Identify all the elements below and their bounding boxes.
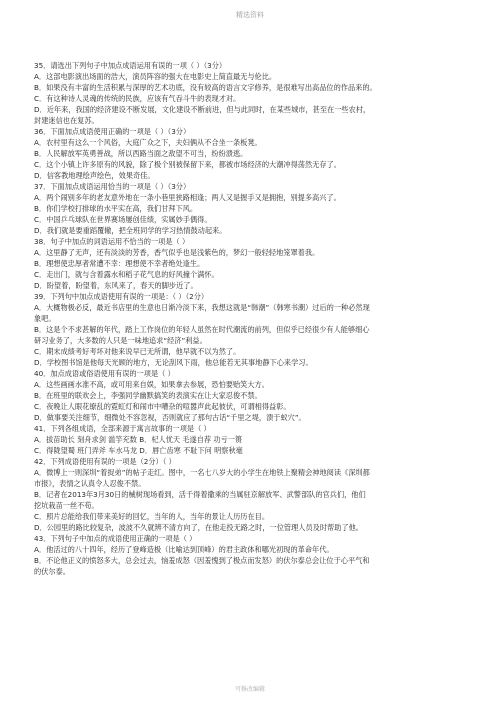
option-line: D．盼望着，盼望着，东风来了，春天的脚步近了。: [34, 281, 198, 290]
option-line-continued: 象吧。: [34, 314, 56, 323]
page-footer: 可修改编辑: [234, 686, 265, 693]
option-line: C．照片总能给我们带来美好的回忆，当年的人，当年的景让人历历在目。: [34, 512, 270, 521]
option-line: B．在班里的联欢会上，李强同学幽默搞笑的表演实在让大家忍俊不禁。: [34, 391, 262, 400]
question-line: 39．下列句中加点成语使用有误的一项是：（ ）（2分）: [34, 292, 209, 301]
option-line: C．中国乒乓球队在世界赛场屡创佳绩，实属妙手偶得。: [34, 215, 212, 224]
option-line: D．信客教地理绘声绘色，效果奇佳。: [34, 171, 155, 180]
option-line: B．这是个不求甚解的年代，踏上工作岗位的年轻人虽然在时代潮流的前列，但似乎已经很少有人能够细心: [34, 325, 370, 334]
option-line: A．他活过的八十四年，经历了登峰造极（比喻达到顶峰）的君主政体和哪光初现的革命年代。: [34, 545, 334, 554]
option-line: A．农村里有这么一个风俗，大庭广众之下，夫妇俩从不合坐一条板凳。: [34, 138, 262, 147]
page-header: 精选资料: [236, 11, 264, 19]
option-line: A．拔苗助长 刻舟求剑 滥竽充数 B．杞人忧天 毛遂自荐 功亏一篑: [34, 435, 243, 444]
option-line: A．这些画画水准不高，或可用来自娱，如果拿去参展，恐怕要贻笑大方。: [34, 380, 269, 389]
option-line: C．这个小镇上许多原有的风貌，除了极个别被保留下来，都被市场经济的大潮冲得荡然无存了。: [34, 160, 341, 169]
option-line: B．如果没有丰富的生活积累与深厚的艺术功底，没有较高的语言文字修养，是很难写出高品位的作品来的。: [34, 83, 377, 92]
option-line: C．走出门，就与含着露水和稻子花气息的好风撞个满怀。: [34, 270, 219, 279]
option-line: D．近年来，我国的经济建设不断发展，文化建设不断前进，但与此同时，在某些城市，甚至在一些农村，: [34, 105, 371, 114]
option-line-continued: 挖坑栽苗一丝不苟。: [34, 501, 99, 510]
option-line: D．做事要关注细节，细微处不容忽视，否则就应了那句古话“千里之堤，溃于蚁穴”。: [34, 413, 306, 422]
option-line: C．期末成绩考好考坏对他来说早已无所谓，他早就不以为然了。: [34, 347, 241, 356]
option-line: C．有这种诗人灵魂的传统的民族，应该有气吞斗牛的表现才对。: [34, 94, 241, 103]
option-line: B．不论他正义的愤怒多大，总会过去，恼羞成怒（因羞愧到了极点而发怒）的伏尔泰总会让位于心平气和: [34, 556, 370, 565]
option-line-continued: 的伏尔泰。: [34, 567, 70, 576]
option-line: D．学校图书馆是他每天光顾的地方，无论刮风下雨，他总能若无其事地静下心来学习。: [34, 358, 313, 367]
option-line: B．人民解放军英勇善战，所以西路当面之敌望不可当，纷纷溃逃。: [34, 149, 248, 158]
option-line: B．你们学校打排球的水平实在高，我们甘拜下风。: [34, 204, 198, 213]
document-body: [34, 60, 474, 577]
option-line: B．理想使忠厚者常遭不幸：理想使不幸者绝处逢生。: [34, 259, 205, 268]
option-line: D．公园里的路比较复杂，波波不久就辨不清方向了，在他走投无路之时，一位管理人员及时帮助了他。: [34, 523, 363, 532]
question-line: 42．下列成语使用有误的一项是（2分）（ ）: [34, 457, 176, 466]
option-line-continued: 研习业务了，大多数的人只是一味地追求“经济”利益。: [34, 336, 207, 345]
question-line: 38．句子中加点的词语运用不恰当的一项是（ ）: [34, 237, 190, 246]
option-line: C．夜晚让人眼花缭乱的霓虹灯和闹市中嘈杂的喧嚣声此起彼伏，可谓相得益彰。: [34, 402, 291, 411]
option-line: C．得陇望蜀 班门弄斧 车水马龙 D．唇亡齿寒 不耻下问 明察秋毫: [34, 446, 243, 455]
option-line: A．大概物极必反，最近书店里的生意也日渐冷淡下来，我想这就是“韩潮”（韩寒书潮）过后的一种必然现: [34, 303, 370, 312]
question-line: 35．请选出下列句子中加点成语运用有误的一项（ ）（3分）: [34, 61, 227, 70]
question-line: 36．下面加点成语使用正确的一项是（ ）（3分）: [34, 127, 191, 136]
question-line: 41．下列各组成语，全部来源于寓言故事的一项是（ ）: [34, 424, 211, 433]
question-line: 40．加点成语或俗语使用有误的一项是（ ）: [34, 369, 175, 378]
option-line: A．这里静了无声，还有淡淡的芳香，香气似乎也是浅紫色的，梦幻一般轻轻地笼罩着我。: [34, 248, 320, 257]
option-line-continued: 市报》，表情之认真令人忍俊不禁。: [34, 479, 146, 488]
question-line: 37．下面加点成语运用恰当的一项是（ ）（3分）: [34, 182, 191, 191]
option-line: D．我们就是要重蹈覆辙，把全班同学的学习热情鼓动起来。: [34, 226, 227, 235]
option-line: A．微博上一则深圳“着捉弟”的帖子走红。图中，一名七八岁大的小学生在地铁上聚精会神地阅读《深圳都: [34, 468, 370, 477]
option-line-continued: 封建迷信也在复苏。: [34, 116, 99, 125]
option-line: B．记者在2013年3月30日的械树现场看到，活千得着撒乘的当属驻京解放军、武警部队的官兵们，他们: [34, 490, 366, 499]
option-line: A．两个闹别多年的老友意外地在一条小巷里狭路相逢；两人又是握手又是拥抱，别提多高兴了。: [34, 193, 341, 202]
question-line: 43．下列句子中加点的成语使用正确的一项是（ ）: [34, 534, 197, 543]
option-line: A．这部电影演出场面的浩大，演员阵容的强大在电影史上简直最无与伦比。: [34, 72, 277, 81]
